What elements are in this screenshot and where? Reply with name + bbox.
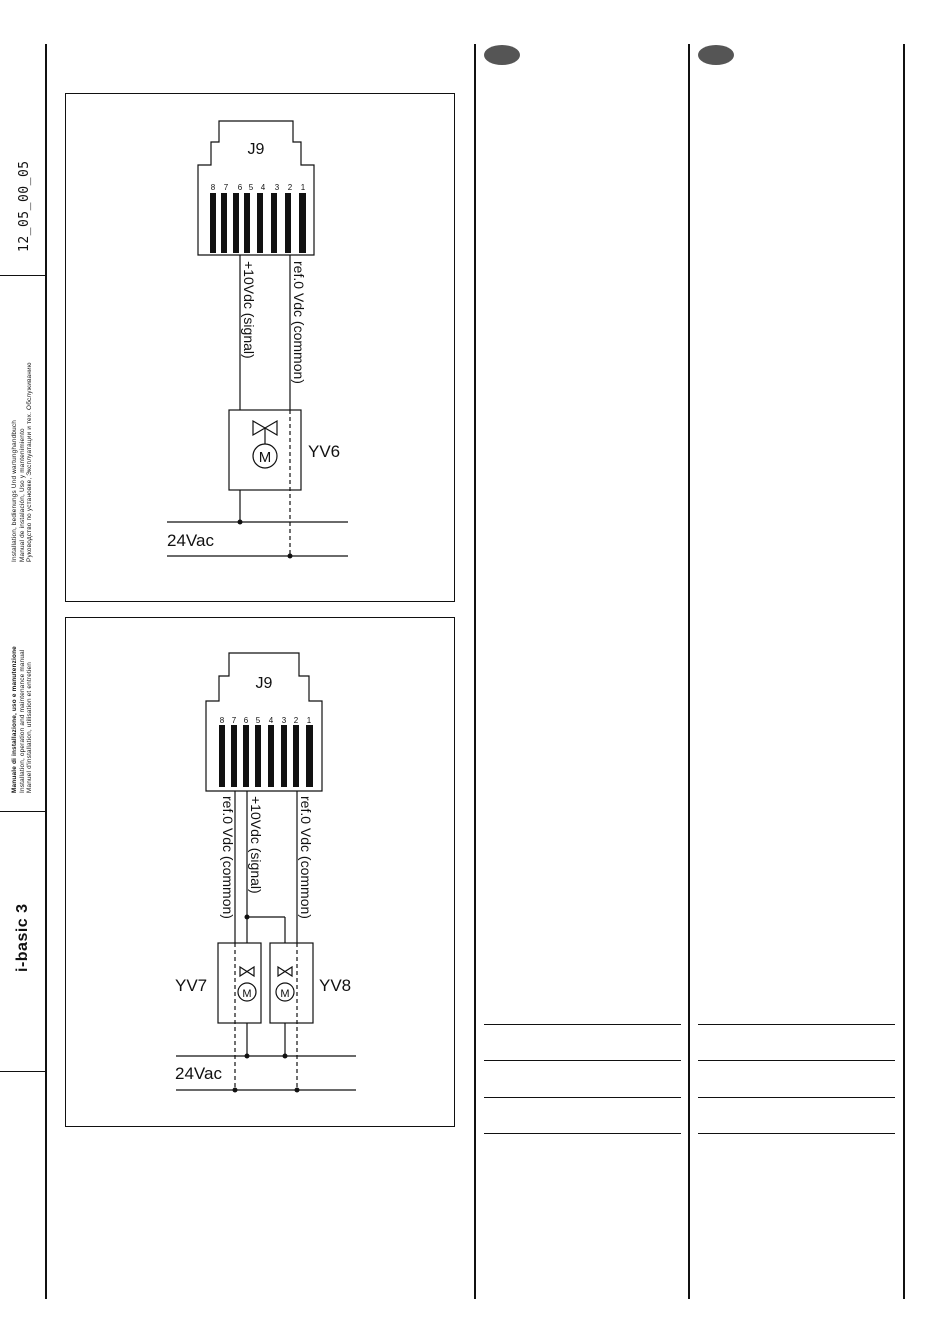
valve-label-yv7: YV7 [175, 976, 208, 995]
pin-number: 7 [223, 183, 229, 192]
manual-titles-primary-block [11, 646, 34, 793]
column-divider-3 [903, 44, 905, 1299]
text-rule [484, 1024, 681, 1025]
pin-number: 6 [243, 716, 249, 725]
valve-label-yv8: YV8 [319, 976, 352, 995]
manual-titles-block [11, 362, 34, 562]
pin-number: 2 [293, 716, 299, 725]
manual-title-primary: Manuale di installazione, uso e manutenzione [11, 646, 18, 793]
product-name: i-basic 3 [14, 903, 31, 972]
manual-title-line: Installation, bedienungs Und wartunghandbuch [11, 419, 18, 562]
language-flag-dot [698, 45, 734, 65]
sidebar-separator [0, 1071, 46, 1072]
wiring-diagram-yv6 [66, 94, 456, 603]
wiring-diagram-panel-yv7-yv8 [65, 617, 455, 1127]
wire-label-common: ref.0 Vdc (common) [291, 261, 307, 384]
manual-title-line: Installation, operation and maintenance manual [18, 649, 26, 793]
text-rule [484, 1060, 681, 1061]
text-rule [698, 1024, 895, 1025]
wire-label-common: ref.0 Vdc (common) [298, 796, 314, 919]
pin-number: 1 [300, 183, 306, 192]
sidebar-separator [0, 275, 46, 276]
pin-number: 4 [268, 716, 274, 725]
supply-label: 24Vac [175, 1064, 222, 1083]
wire-label-common: ref.0 Vdc (common) [220, 796, 236, 919]
supply-label: 24Vac [167, 531, 214, 550]
manual-title-line: Manual de instalación, Uso y mantenimiento [18, 428, 26, 562]
wiring-diagram-panel-yv6 [65, 93, 455, 602]
text-rule [484, 1097, 681, 1098]
motor-symbol: M [280, 988, 290, 1000]
pin-number: 3 [274, 183, 280, 192]
valve-label: YV6 [308, 442, 341, 461]
pin-number: 5 [255, 716, 261, 725]
pin-number: 1 [306, 716, 312, 725]
pin-number: 2 [287, 183, 293, 192]
text-rule [698, 1097, 895, 1098]
motor-symbol: M [242, 988, 252, 1000]
wire-label-signal: +10Vdc (signal) [241, 261, 257, 359]
manual-title-line: Руководство по установке, Эксплуатации и тех. Обслуживанию [26, 362, 34, 562]
column-divider-2 [688, 44, 690, 1299]
column-divider-1 [474, 44, 476, 1299]
pin-number: 7 [231, 716, 237, 725]
wire-label-signal: +10Vdc (signal) [248, 796, 264, 894]
left-margin-line [45, 44, 47, 1299]
pin-number: 8 [219, 716, 225, 725]
pin-number: 3 [281, 716, 287, 725]
pin-number: 6 [237, 183, 243, 192]
pin-number: 5 [248, 183, 254, 192]
connector-label: J9 [247, 141, 265, 158]
text-rule [698, 1133, 895, 1134]
connector-label: J9 [255, 675, 273, 692]
motor-symbol: M [258, 449, 272, 466]
language-flag-dot [484, 45, 520, 65]
wiring-diagram-yv7-yv8 [66, 618, 456, 1128]
pin-number: 8 [210, 183, 216, 192]
manual-title-line: Manuel d'installation, utilisation et entretien [26, 661, 34, 793]
sidebar-separator [0, 811, 46, 812]
document-code: 12_05_00_05 [17, 160, 32, 252]
text-rule [698, 1060, 895, 1061]
pin-number: 4 [260, 183, 266, 192]
text-rule [484, 1133, 681, 1134]
